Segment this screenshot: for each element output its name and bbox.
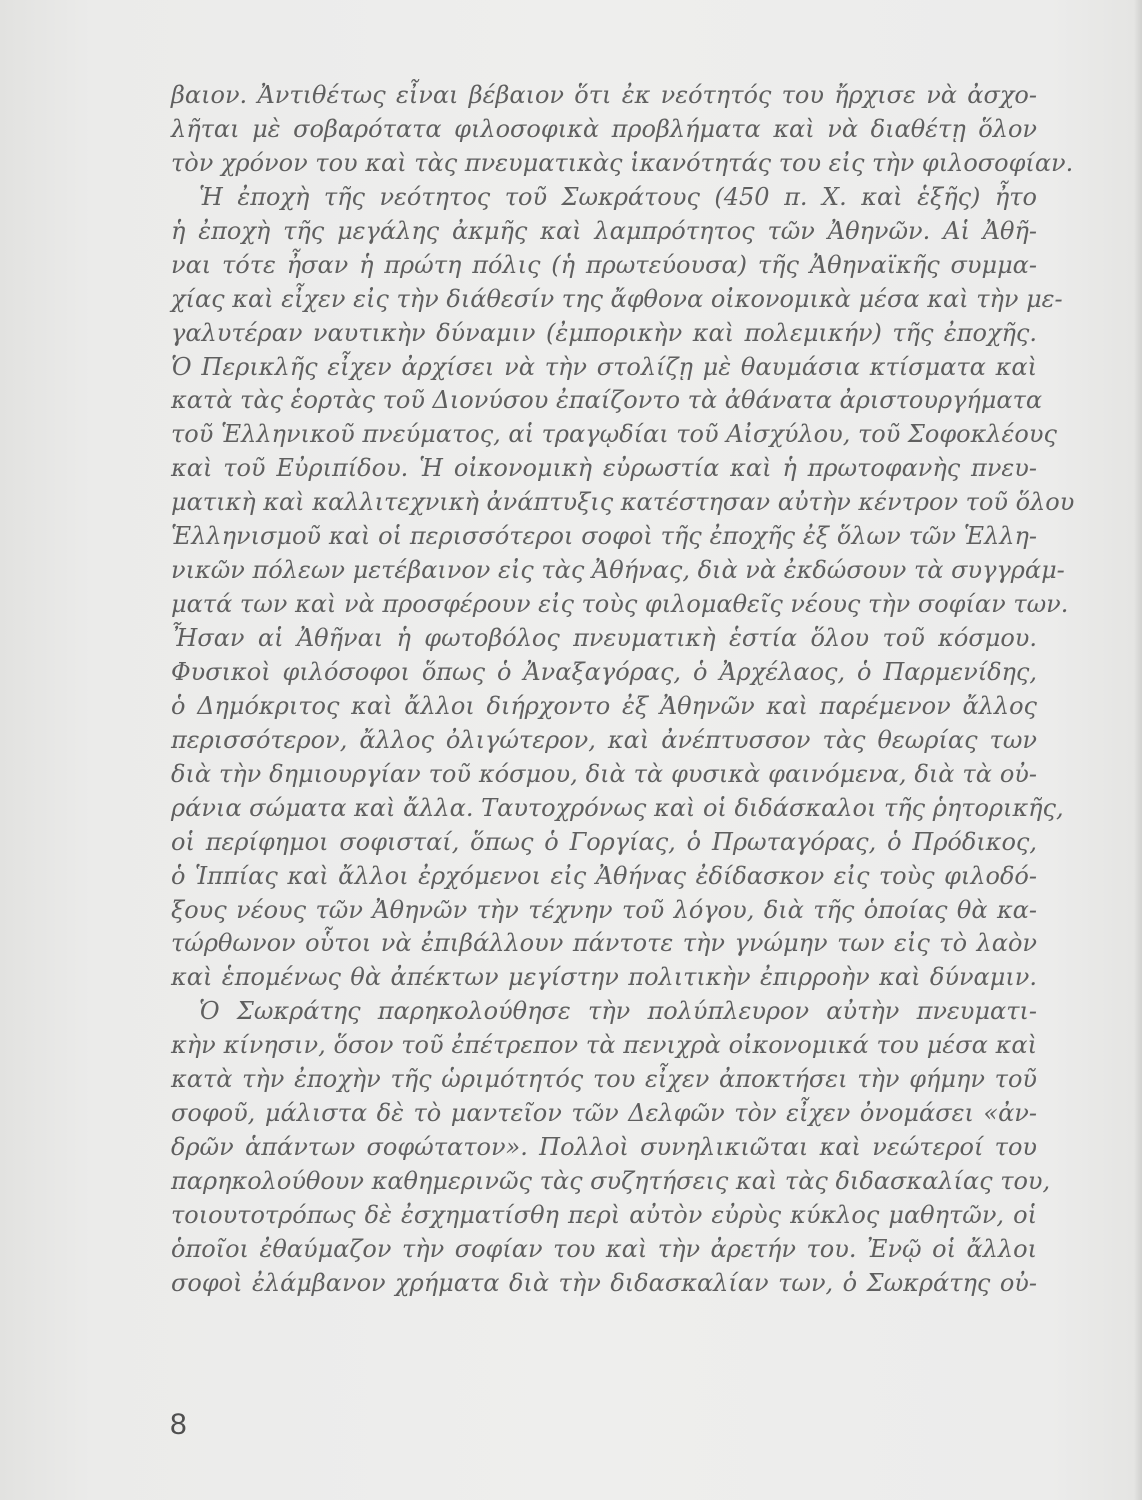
text-line: καὶ ἑπομένως θὰ ἀπέκτων μεγίστην πολιτικὴν ἐπιρροὴν καὶ δύναμιν. — [171, 963, 1037, 992]
text-line: κὴν κίνησιν, ὅσον τοῦ ἐπέτρεπον τὰ πενιχρὰ οἰκονομικά του μέσα καὶ — [171, 1031, 1037, 1060]
text-line: ὁ Δημόκριτος καὶ ἄλλοι διήρχοντο ἐξ Ἀθηνῶν καὶ παρέμενον ἄλλος — [171, 691, 1037, 720]
text-line: βαιον. Ἀντιθέτως εἶναι βέβαιον ὅτι ἐκ νεότητός του ἤρχισε νὰ ἀσχο- — [171, 81, 1037, 109]
text-line: ναι τότε ἦσαν ἡ πρώτη πόλις (ἡ πρωτεύουσα) τῆς Ἀθηναϊκῆς συμμα- — [171, 250, 1037, 279]
text-line: σοφοῦ, μάλιστα δὲ τὸ μαντεῖον τῶν Δελφῶν τὸν εἶχεν ὀνομάσει «ἀν- — [171, 1099, 1037, 1128]
text-line: Ὁ Σωκράτης παρηκολούθησε τὴν πολύπλευρον αὐτὴν πνευματι- — [199, 997, 1037, 1026]
text-line: γαλυτέραν ναυτικὴν δύναμιν (ἐμπορικὴν καὶ πολεμικήν) τῆς ἐποχῆς. — [171, 318, 1037, 347]
text-line: Ὁ Περικλῆς εἶχεν ἀρχίσει νὰ τὴν στολίζῃ μὲ θαυμάσια κτίσματα καὶ — [171, 352, 1037, 381]
text-line: καὶ τοῦ Εὐριπίδου. Ἡ οἰκονομικὴ εὐρωστία καὶ ἡ πρωτοφανὴς πνευ- — [171, 454, 1037, 483]
text-line: κατὰ τὰς ἑορτὰς τοῦ Διονύσου ἐπαίζοντο τὰ ἀθάνατα ἀριστουργήματα — [171, 386, 1043, 415]
text-line: Φυσικοὶ φιλόσοφοι ὅπως ὁ Ἀναξαγόρας, ὁ Ἀρχέλαος, ὁ Παρμενίδης, — [171, 657, 1037, 686]
text-line: οἱ περίφημοι σοφισταί, ὅπως ὁ Γοργίας, ὁ Πρωταγόρας, ὁ Πρόδικος, — [171, 827, 1037, 856]
text-line: διὰ τὴν δημιουργίαν τοῦ κόσμου, διὰ τὰ φυσικὰ φαινόμενα, διὰ τὰ οὐ- — [171, 759, 1037, 788]
text-line: ματά των καὶ νὰ προσφέρουν εἰς τοὺς φιλομαθεῖς νέους τὴν σοφίαν των. — [171, 590, 1069, 619]
text-line: ὁ Ἱππίας καὶ ἄλλοι ἐρχόμενοι εἰς Ἀθήνας ἐδίδασκον εἰς τοὺς φιλοδό- — [171, 861, 1037, 890]
text-line: παρηκολούθουν καθημερινῶς τὰς συζητήσεις καὶ τὰς διδασκαλίας του, — [171, 1167, 1051, 1195]
text-line: τὸν χρόνον του καὶ τὰς πνευματικὰς ἱκανότητάς του εἰς τὴν φιλοσοφίαν. — [171, 148, 1074, 177]
text-line: Ἦσαν αἱ Ἀθῆναι ἡ φωτοβόλος πνευματικὴ ἑστία ὅλου τοῦ κόσμου. — [171, 624, 1037, 652]
text-line: σοφοὶ ἐλάμβανον χρήματα διὰ τὴν διδασκαλίαν των, ὁ Σωκράτης οὐ- — [171, 1268, 1037, 1297]
text-line: τώρθωνον οὗτοι νὰ ἐπιβάλλουν πάντοτε τὴν γνώμην των εἰς τὸ λαὸν — [171, 929, 1037, 958]
text-line: τοιουτοτρόπως δὲ ἐσχηματίσθη περὶ αὐτὸν εὐρὺς κύκλος μαθητῶν, οἱ — [171, 1200, 1037, 1229]
text-line: Ἡ ἐποχὴ τῆς νεότητος τοῦ Σωκράτους (450 π. Χ. καὶ ἑξῆς) ἦτο — [199, 182, 1037, 211]
page-edge-shadow — [1134, 0, 1142, 1500]
text-line: λῆται μὲ σοβαρότατα φιλοσοφικὰ προβλήματα καὶ νὰ διαθέτῃ ὅλον — [171, 114, 1037, 143]
text-line: κατὰ τὴν ἐποχὴν τῆς ὡριμότητός του εἶχεν ἀποκτήσει τὴν φήμην τοῦ — [171, 1065, 1037, 1094]
text-line: δρῶν ἁπάντων σοφώτατον». Πολλοὶ συνηλικιῶται καὶ νεώτεροί του — [171, 1133, 1037, 1162]
text-line: ράνια σώματα καὶ ἄλλα. Ταυτοχρόνως καὶ οἱ διδάσκαλοι τῆς ῥητορικῆς, — [171, 793, 1064, 822]
text-line: ξους νέους τῶν Ἀθηνῶν τὴν τέχνην τοῦ λόγου, διὰ τῆς ὁποίας θὰ κα- — [171, 895, 1037, 924]
text-line: χίας καὶ εἶχεν εἰς τὴν διάθεσίν της ἄφθονα οἰκονομικὰ μέσα καὶ τὴν με- — [171, 284, 1063, 313]
text-line: περισσότερον, ἄλλος ὀλιγώτερον, καὶ ἀνέπτυσσον τὰς θεωρίας των — [171, 725, 1037, 754]
text-line: ἡ ἐποχὴ τῆς μεγάλης ἀκμῆς καὶ λαμπρότητος τῶν Ἀθηνῶν. Αἱ Ἀθῆ- — [171, 216, 1037, 245]
text-line: τοῦ Ἑλληνικοῦ πνεύματος, αἱ τραγῳδίαι τοῦ Αἰσχύλου, τοῦ Σοφοκλέους — [171, 420, 1057, 449]
text-line: Ἑλληνισμοῦ καὶ οἱ περισσότεροι σοφοὶ τῆς ἐποχῆς ἐξ ὅλων τῶν Ἑλλη- — [171, 522, 1037, 551]
body-text — [171, 78, 1075, 1300]
text-line: ματικὴ καὶ καλλιτεχνικὴ ἀνάπτυξις κατέστησαν αὐτὴν κέντρον τοῦ ὅλου — [171, 488, 1075, 517]
text-line: νικῶν πόλεων μετέβαινον εἰς τὰς Ἀθήνας, διὰ νὰ ἐκδώσουν τὰ συγγράμ- — [171, 556, 1065, 585]
page-number: 8 — [170, 1408, 187, 1441]
text-line: ὁποῖοι ἐθαύμαζον τὴν σοφίαν του καὶ τὴν ἀρετήν του. Ἐνῷ οἱ ἄλλοι — [171, 1234, 1037, 1263]
